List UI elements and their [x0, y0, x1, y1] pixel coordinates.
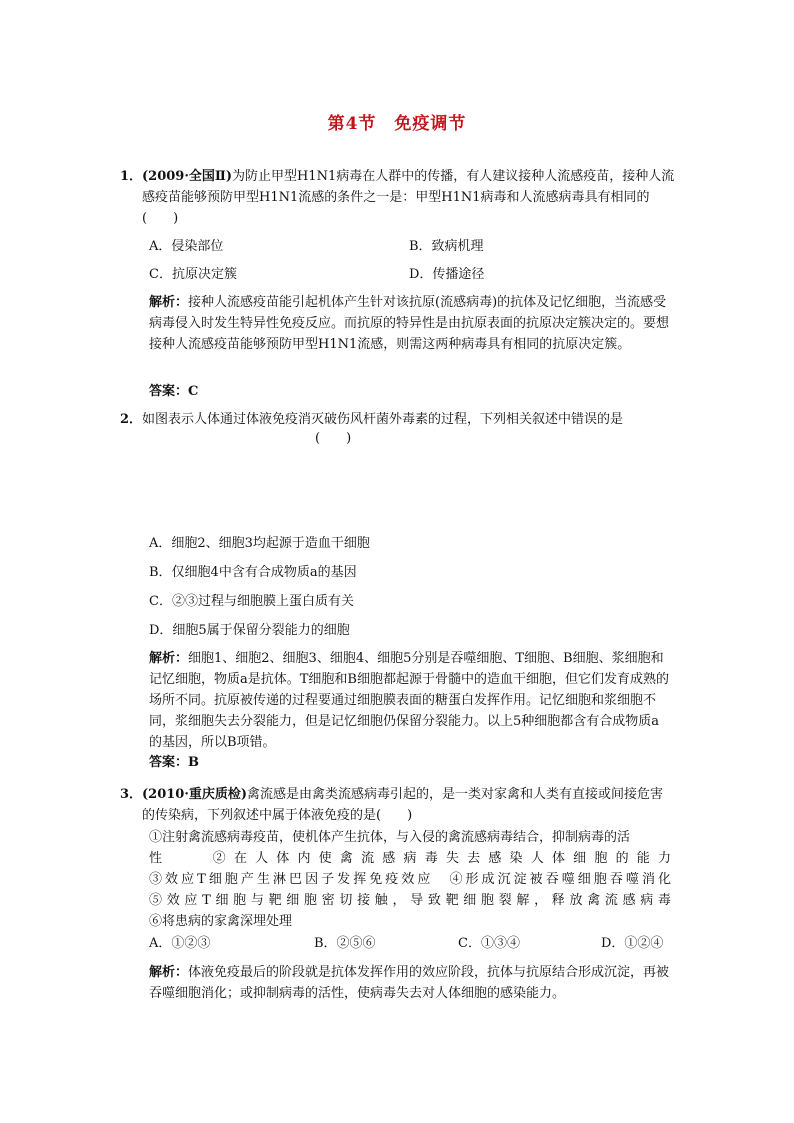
- option-d[interactable]: D．传播途径: [409, 267, 485, 282]
- question-stem: [142, 409, 676, 430]
- option-b[interactable]: B．②⑤⑥: [314, 936, 376, 951]
- option-d[interactable]: D．①②④: [601, 936, 664, 951]
- option-d[interactable]: D．细胞5属于保留分裂能力的细胞: [149, 623, 350, 638]
- question-text: 禽流感是由禽类流感病毒引起的，是一类对家禽和人类有直接或间接危害的传染病，下列叙述中属于体液免疫的是( ): [142, 787, 664, 823]
- question-2: [120, 409, 676, 430]
- option-a[interactable]: A．侵染部位: [149, 239, 224, 254]
- question-stem: [142, 166, 676, 229]
- question-text: 为防止甲型H1N1病毒在人群中的传播，有人建议接种人流感疫苗，接种人流感疫苗能够预防甲型H1N1流感的条件之一是：甲型H1N1病毒和人流感病毒具有相同的( ): [142, 169, 675, 226]
- question-3-items: [149, 827, 671, 932]
- analysis-label: 解析：: [149, 295, 189, 310]
- question-source: (2010·重庆质检): [142, 787, 248, 802]
- option-c[interactable]: C．②③过程与细胞膜上蛋白质有关: [149, 594, 354, 609]
- question-1-answer: [149, 381, 671, 402]
- question-2-answer: [149, 752, 671, 773]
- section-title: 第4节 免疫调节: [327, 114, 467, 134]
- question-3: [120, 784, 676, 826]
- question-1-options: [149, 235, 669, 291]
- question-text: 如图表示人体通过体液免疫消灭破伤风杆菌外毒素的过程，下列相关叙述中错误的是: [142, 412, 624, 427]
- option-a[interactable]: A．细胞2、细胞3均起源于造血干细胞: [149, 536, 370, 551]
- question-3-options: [149, 932, 671, 954]
- answer-value: C: [188, 384, 199, 399]
- analysis-text: 接种人流感疫苗能引起机体产生针对该抗原(流感病毒)的抗体及记忆细胞，当流感受病毒侵入时发生特异性免疫反应。而抗原的特异性是由抗原表面的抗原决定簇决定的。要想接种人流感疫苗能够预防甲型H1N1流感，则需这两种病毒具有相同的抗原决定簇。: [149, 295, 670, 352]
- question-number: 3．: [120, 787, 143, 802]
- analysis-label: 解析：: [149, 651, 189, 666]
- answer-label: 答案：: [149, 755, 189, 770]
- analysis-text: 细胞1、细胞2、细胞3、细胞4、细胞5分别是吞噬细胞、T细胞、B细胞、浆细胞和记忆细胞，物质a是抗体。T细胞和B细胞都起源于骨髓中的造血干细胞，但它们发育成熟的场所不同。抗原被传递的过程要通过细胞膜表面的糖蛋白发挥作用。记忆细胞和浆细胞不同，浆细胞失去分裂能力，但是记忆细胞仍保留分裂能力。以上5种细胞都含有合成物质a的基因，所以B项错。: [149, 651, 669, 750]
- question-source: (2009·全国Ⅱ): [142, 169, 232, 184]
- question-number: 1．: [120, 169, 143, 184]
- option-b[interactable]: B．致病机理: [409, 239, 484, 254]
- question-1: [120, 166, 676, 229]
- analysis-label: 解析：: [149, 965, 189, 980]
- question-2-options: [149, 532, 669, 648]
- question-number: 2．: [120, 412, 143, 427]
- option-c[interactable]: C．抗原决定簇: [149, 267, 237, 282]
- option-a[interactable]: A．①②③: [149, 936, 211, 951]
- figure-area: [149, 452, 669, 524]
- item-line: ③效应T细胞产生淋巴因子发挥免疫效应 ④形成沉淀被吞噬细胞吞噬消化: [149, 872, 671, 887]
- question-2-analysis: [149, 648, 671, 753]
- question-stem: [142, 784, 676, 826]
- item-line: ⑤效应T细胞与靶细胞密切接触，导致靶细胞裂解，释放禽流感病毒: [149, 893, 671, 908]
- answer-label: 答案：: [149, 384, 189, 399]
- question-1-analysis: [149, 292, 671, 355]
- option-c[interactable]: C．①③④: [458, 936, 520, 951]
- item-line: 性 ②在人体内使禽流感病毒失去感染人体细胞的能力: [149, 851, 671, 866]
- question-3-analysis: [149, 962, 671, 1004]
- answer-value: B: [188, 755, 200, 770]
- item-line: ①注射禽流感病毒疫苗，使机体产生抗体，与入侵的禽流感病毒结合，抑制病毒的活: [149, 830, 631, 845]
- option-b[interactable]: B．仅细胞4中含有合成物质a的基因: [149, 565, 357, 580]
- answer-paren: ( ): [315, 431, 352, 446]
- analysis-text: 体液免疫最后的阶段就是抗体发挥作用的效应阶段，抗体与抗原结合形成沉淀，再被吞噬细胞消化；或抑制病毒的活性，使病毒失去对人体细胞的感染能力。: [149, 965, 670, 1001]
- item-line: ⑥将患病的家禽深埋处理: [149, 914, 293, 929]
